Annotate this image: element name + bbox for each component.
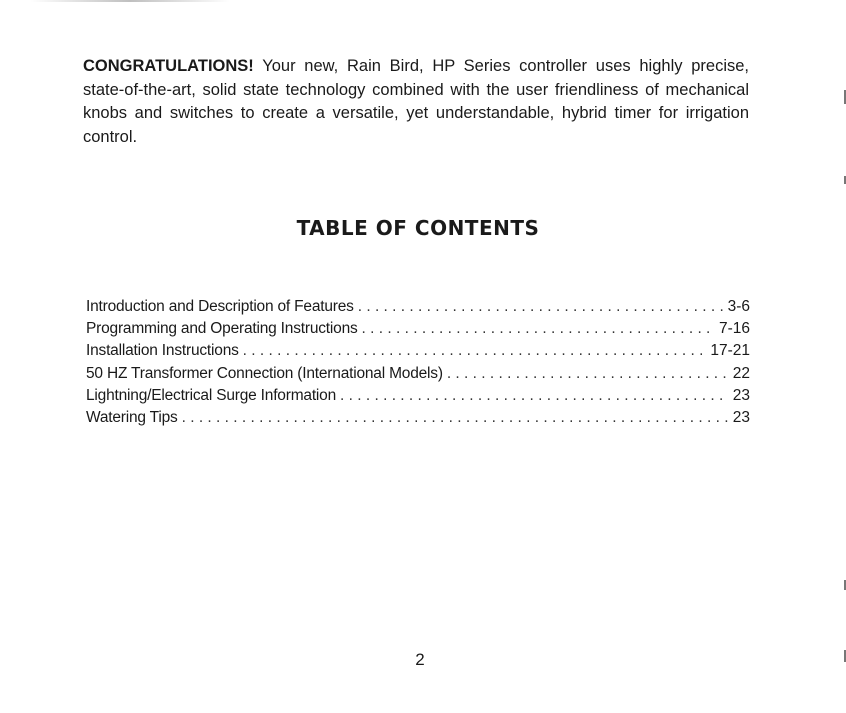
- toc-leader-dots: [340, 385, 729, 407]
- toc-leader-dots: [362, 318, 715, 340]
- toc-entry: [86, 296, 750, 318]
- toc-entry-title: Installation Instructions: [86, 342, 239, 360]
- toc-entry-title: Introduction and Description of Features: [86, 298, 354, 315]
- toc-list: [86, 296, 750, 429]
- scan-smudge: [30, 0, 230, 2]
- toc-entry: [86, 407, 750, 429]
- toc-leader-dots: [358, 296, 724, 318]
- page-number: 2: [415, 650, 425, 669]
- toc-title: TABLE OF CONTENTS: [296, 216, 540, 240]
- toc-entry-title: Programming and Operating Instructions: [86, 320, 358, 338]
- toc-entry-page: 3-6: [727, 298, 750, 315]
- toc-entry-page: 23: [732, 386, 750, 404]
- intro-lead: CONGRATULATIONS!: [83, 57, 254, 75]
- toc-entry-page: 17-21: [710, 342, 750, 360]
- toc-entry: [86, 385, 750, 407]
- toc-entry-title: Watering Tips: [86, 409, 178, 427]
- toc-entry: [86, 340, 750, 362]
- toc-entry-page: 23: [732, 409, 750, 427]
- toc-entry-page: 22: [732, 364, 750, 382]
- toc-entry: [86, 363, 750, 385]
- toc-leader-dots: [447, 363, 729, 385]
- toc-entry-title: 50 HZ Transformer Connection (International Models): [86, 364, 443, 382]
- intro-paragraph: [83, 55, 749, 149]
- toc-leader-dots: [243, 340, 707, 362]
- toc-entry-title: Lightning/Electrical Surge Information: [86, 386, 337, 404]
- toc-entry: [86, 318, 750, 340]
- toc-entry-page: 7-16: [718, 320, 750, 338]
- toc-leader-dots: [182, 407, 729, 429]
- intro-body: Your new, Rain Bird, HP Series controller uses highly precise, state-of-the-art, solid state technology combined with the user friendliness of mechanical knobs and switches to create a versatile, yet understandable, hybrid timer for irrigation control.: [83, 57, 749, 146]
